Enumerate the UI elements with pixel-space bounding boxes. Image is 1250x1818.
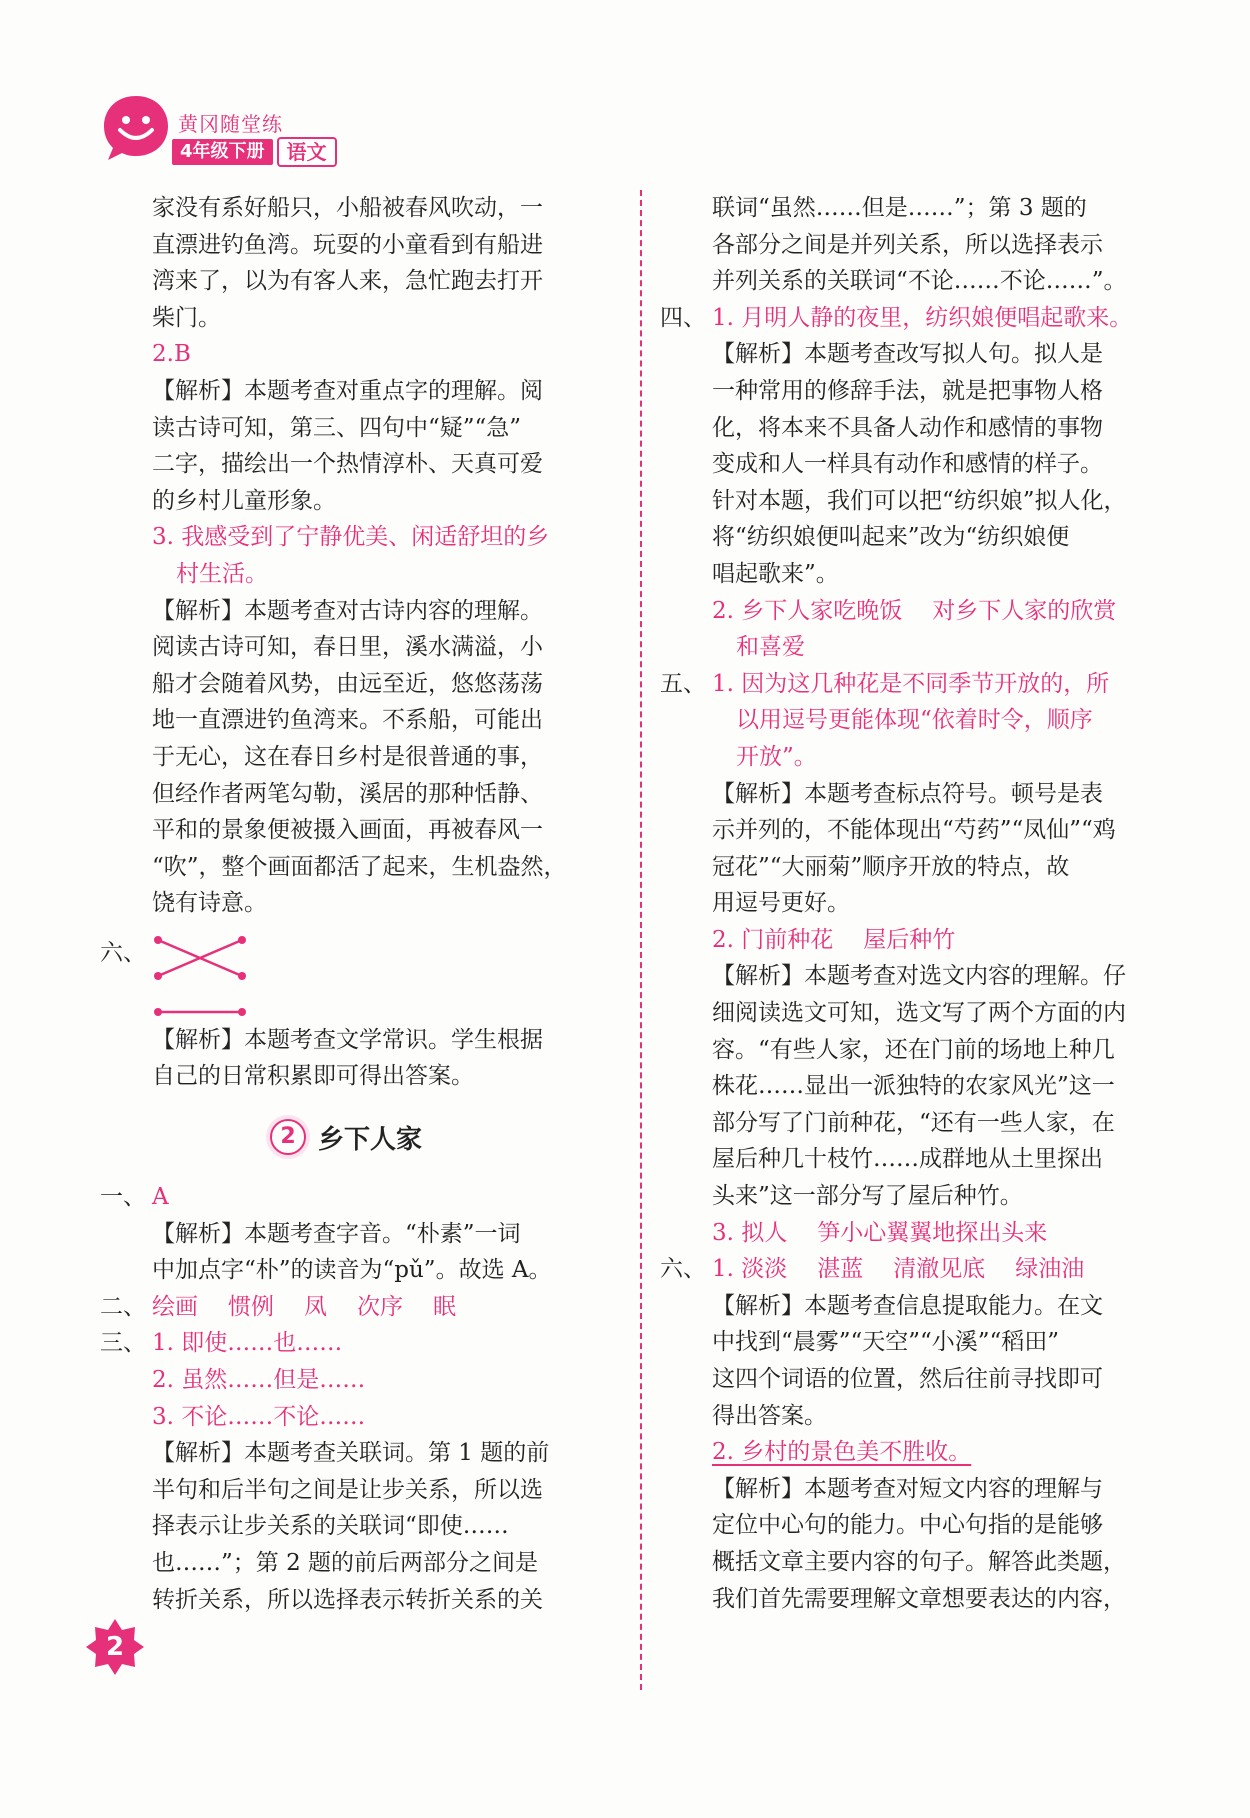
answer-text: 1. 因为这几种花是不同季节开放的，所 [712, 670, 1110, 697]
analysis-line: 一种常用的修辞手法，就是把事物人格 [712, 377, 1103, 404]
analysis-line: 中找到“晨雾”“天空”“小溪”“稻田” [712, 1329, 1060, 1356]
page-number: 2 [105, 1632, 125, 1662]
analysis-line: 船才会随着风势，由远至近，悠悠荡荡 [152, 670, 543, 697]
subject-label: 语文 [277, 137, 337, 167]
section-heading [100, 1095, 620, 1179]
column-divider [640, 190, 642, 1690]
left-column [100, 190, 620, 1618]
question-label: 五、 [660, 670, 706, 697]
section-number: 2 [270, 1119, 306, 1155]
analysis-line: 示并列的，不能体现出“芍药”“凤仙”“鸡 [712, 817, 1116, 844]
analysis-line: 择表示让步关系的关联词“即使…… [152, 1513, 509, 1540]
answer-text: 1. 月明人静的夜里，纺织娘便唱起歌来。 [712, 304, 1133, 331]
answer-text: 绘画 惯例 凤 次序 眠 [152, 1293, 456, 1320]
analysis-line: 但经作者两笔勾勒，溪居的那种恬静、 [152, 780, 543, 807]
brand-name: 黄冈随堂练 [178, 112, 283, 136]
analysis-line: 中加点字“朴”的读音为“pǔ”。故选 A。 [152, 1257, 552, 1284]
analysis-line: 针对本题，我们可以把“纺织娘”拟人化， [712, 487, 1127, 514]
analysis-line: 于无心，这在春日乡村是很普通的事， [152, 743, 543, 770]
answer-text: A [152, 1184, 169, 1211]
answer-text: 和喜爱 [736, 634, 805, 661]
text-line: 联词“虽然……但是……”；第 3 题的 [712, 195, 1087, 221]
analysis-line: 阅读古诗可知，春日里，溪水满溢，小 [152, 634, 543, 661]
question-label: 四、 [660, 304, 706, 331]
question-label: 六、 [660, 1256, 706, 1283]
analysis-line: 读古诗可知，第三、四句中“疑”“急” [152, 414, 522, 441]
question-label: 三、 [100, 1330, 146, 1357]
answer-text: 3. 不论……不论…… [152, 1403, 366, 1430]
analysis-line: 地一直漂进钓鱼湾来。不系船，可能出 [152, 707, 543, 734]
analysis-line: 转折关系，所以选择表示转折关系的关 [152, 1586, 543, 1613]
analysis-line: 【解析】本题考查改写拟人句。拟人是 [712, 341, 1103, 368]
grade-subject-bar [172, 138, 337, 166]
answer-text: 1. 即使……也…… [152, 1330, 343, 1357]
analysis-line: 变成和人一样具有动作和感情的样子。 [712, 451, 1103, 478]
analysis-line: 容。“有些人家，还在门前的场地上种几 [712, 1036, 1115, 1063]
analysis-line: 平和的景象便被摄入画面，再被春风一 [152, 817, 543, 844]
analysis-line: 【解析】本题考查对选文内容的理解。仔 [712, 963, 1126, 990]
matching-lines-icon [150, 930, 250, 1020]
analysis-line: “吹”，整个画面都活了起来，生机盎然， [152, 853, 567, 880]
answer-text: 开放”。 [736, 743, 817, 770]
analysis-line: 【解析】本题考查关联词。第 1 题的前 [152, 1440, 550, 1467]
text-line: 直漂进钓鱼湾。玩耍的小童看到有船进 [152, 231, 543, 258]
section-title: 乡下人家 [318, 1124, 423, 1155]
analysis-line: 半句和后半句之间是让步关系，所以选 [152, 1476, 543, 1503]
analysis-line: 用逗号更好。 [712, 890, 850, 917]
answer-text: 村生活。 [176, 560, 268, 587]
answer-text: 2. 乡下人家吃晚饭 对乡下人家的欣赏 [712, 597, 1117, 624]
answer-text: 2. 乡村的景色美不胜收。 [712, 1439, 972, 1466]
answer-text: 以用逗号更能体现“依着时令，顺序 [736, 707, 1093, 734]
text-line: 柴门。 [152, 304, 221, 331]
analysis-line: 得出答案。 [712, 1402, 827, 1429]
answer-text: 2. 虽然……但是…… [152, 1367, 366, 1394]
analysis-line: 【解析】本题考查字音。“朴素”一词 [152, 1220, 521, 1247]
analysis-line: 概括文章主要内容的句子。解答此类题， [712, 1548, 1126, 1575]
text-line: 并列关系的关联词“不论……不论……”。 [712, 268, 1127, 295]
analysis-line: 化，将本来不具备人动作和感情的事物 [712, 414, 1103, 441]
question-label: 六、 [100, 939, 146, 966]
analysis-line: 【解析】本题考查对重点字的理解。阅 [152, 377, 543, 404]
analysis-line: 【解析】本题考查标点符号。顿号是表 [712, 780, 1103, 807]
analysis-line: 二字，描绘出一个热情淳朴、天真可爱 [152, 451, 543, 478]
analysis-line: 【解析】本题考查对短文内容的理解与 [712, 1475, 1103, 1502]
question-label: 二、 [100, 1293, 146, 1320]
analysis-line: 的乡村儿童形象。 [152, 487, 336, 514]
text-line: 湾来了，以为有客人来，急忙跑去打开 [152, 268, 543, 295]
text-line: 家没有系好船只，小船被春风吹动，一 [152, 195, 543, 221]
answer-text: 3. 拟人 笋小心翼翼地探出头来 [712, 1219, 1048, 1246]
right-column [660, 190, 1180, 1617]
analysis-line: 头来”这一部分写了屋后种竹。 [712, 1183, 1023, 1210]
analysis-line: 部分写了门前种花，“还有一些人家，在 [712, 1109, 1115, 1136]
analysis-line: 也……”；第 2 题的前后两部分之间是 [152, 1550, 539, 1576]
analysis-line: 【解析】本题考查信息提取能力。在文 [712, 1292, 1103, 1319]
analysis-line: 我们首先需要理解文章想要表达的内容， [712, 1585, 1126, 1612]
answer-text: 2.B [152, 341, 191, 368]
analysis-line: 屋后种几十枝竹……成群地从土里探出 [712, 1146, 1103, 1173]
analysis-line: 冠花”“大丽菊”顺序开放的特点，故 [712, 853, 1070, 880]
analysis-line: 细阅读选文可知，选文写了两个方面的内 [712, 1000, 1126, 1027]
text-line: 各部分之间是并列关系，所以选择表示 [712, 231, 1103, 258]
analysis-line: 【解析】本题考查文学常识。学生根据 [152, 1026, 543, 1053]
analysis-line: 这四个词语的位置，然后往前寻找即可 [712, 1366, 1103, 1392]
answer-text: 1. 淡淡 湛蓝 清澈见底 绿油油 [712, 1256, 1085, 1283]
matching-answer [100, 922, 620, 1022]
analysis-line: 将“纺织娘便叫起来”改为“纺织娘便 [712, 524, 1070, 551]
analysis-line: 【解析】本题考查对古诗内容的理解。 [152, 597, 543, 624]
grade-label: 4年级下册 [172, 139, 273, 165]
question-label: 一、 [100, 1184, 146, 1211]
analysis-line: 饶有诗意。 [152, 890, 267, 917]
answer-text: 3. 我感受到了宁静优美、闲适舒坦的乡 [152, 524, 550, 551]
smiley-logo-icon [100, 92, 172, 164]
analysis-line: 唱起歌来”。 [712, 560, 839, 587]
answer-text: 2. 门前种花 屋后种竹 [712, 926, 956, 953]
analysis-line: 定位中心句的能力。中心句指的是能够 [712, 1512, 1103, 1539]
analysis-line: 株花……显出一派独特的农家风光”这一 [712, 1073, 1115, 1100]
analysis-line: 自己的日常积累即可得出答案。 [152, 1063, 474, 1090]
